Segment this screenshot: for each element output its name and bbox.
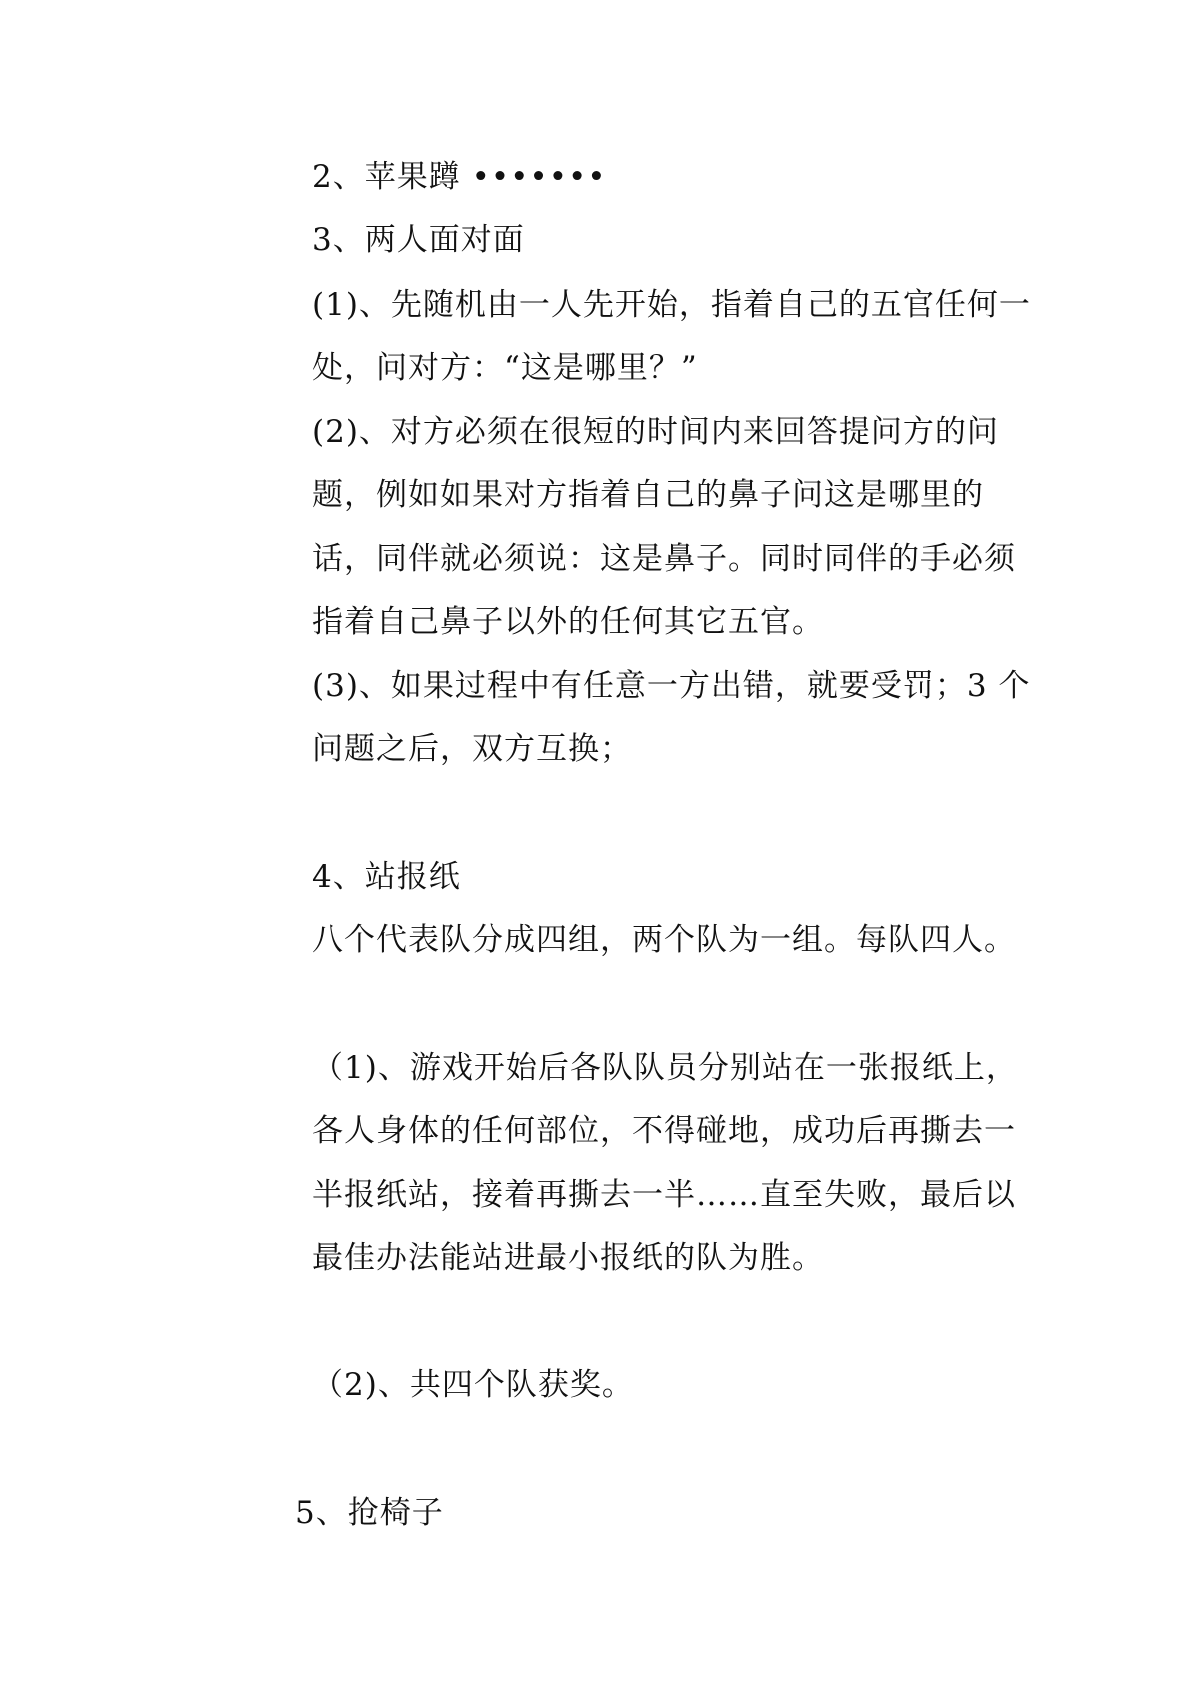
paragraph-line: （1)、游戏开始后各队队员分别站在一张报纸上， xyxy=(312,1050,1018,1086)
paragraph-line: (2)、对方必须在很短的时间内来回答提问方的问 xyxy=(312,414,999,450)
item-5-heading: 5、抢椅子 xyxy=(295,1495,444,1531)
paragraph-line: 处，问对方：“这是哪里？” xyxy=(312,350,698,386)
paragraph-line: 最佳办法能站进最小报纸的队为胜。 xyxy=(312,1240,824,1276)
paragraph-line: 话，同伴就必须说：这是鼻子。同时同伴的手必须 xyxy=(312,541,1016,577)
paragraph-line: 半报纸站，接着再撕去一半……直至失败，最后以 xyxy=(312,1177,1016,1213)
paragraph-line: 题，例如如果对方指着自己的鼻子问这是哪里的 xyxy=(312,477,984,513)
paragraph-line: （2)、共四个队获奖。 xyxy=(312,1367,634,1403)
item-4-heading: 4、站报纸 xyxy=(312,859,461,895)
paragraph-line: 八个代表队分成四组，两个队为一组。每队四人。 xyxy=(312,922,1016,958)
item-2-heading: 2、苹果蹲 ••••••• xyxy=(312,159,607,195)
paragraph-line: 问题之后，双方互换； xyxy=(312,731,632,767)
paragraph-line: (1)、先随机由一人先开始，指着自己的五官任何一 xyxy=(312,287,1031,323)
paragraph-line: 指着自己鼻子以外的任何其它五官。 xyxy=(312,604,824,640)
paragraph-line: 各人身体的任何部位，不得碰地，成功后再撕去一 xyxy=(312,1113,1016,1149)
item-3-heading: 3、两人面对面 xyxy=(312,222,525,258)
paragraph-line: (3)、如果过程中有任意一方出错，就要受罚；3 个 xyxy=(312,668,1031,704)
